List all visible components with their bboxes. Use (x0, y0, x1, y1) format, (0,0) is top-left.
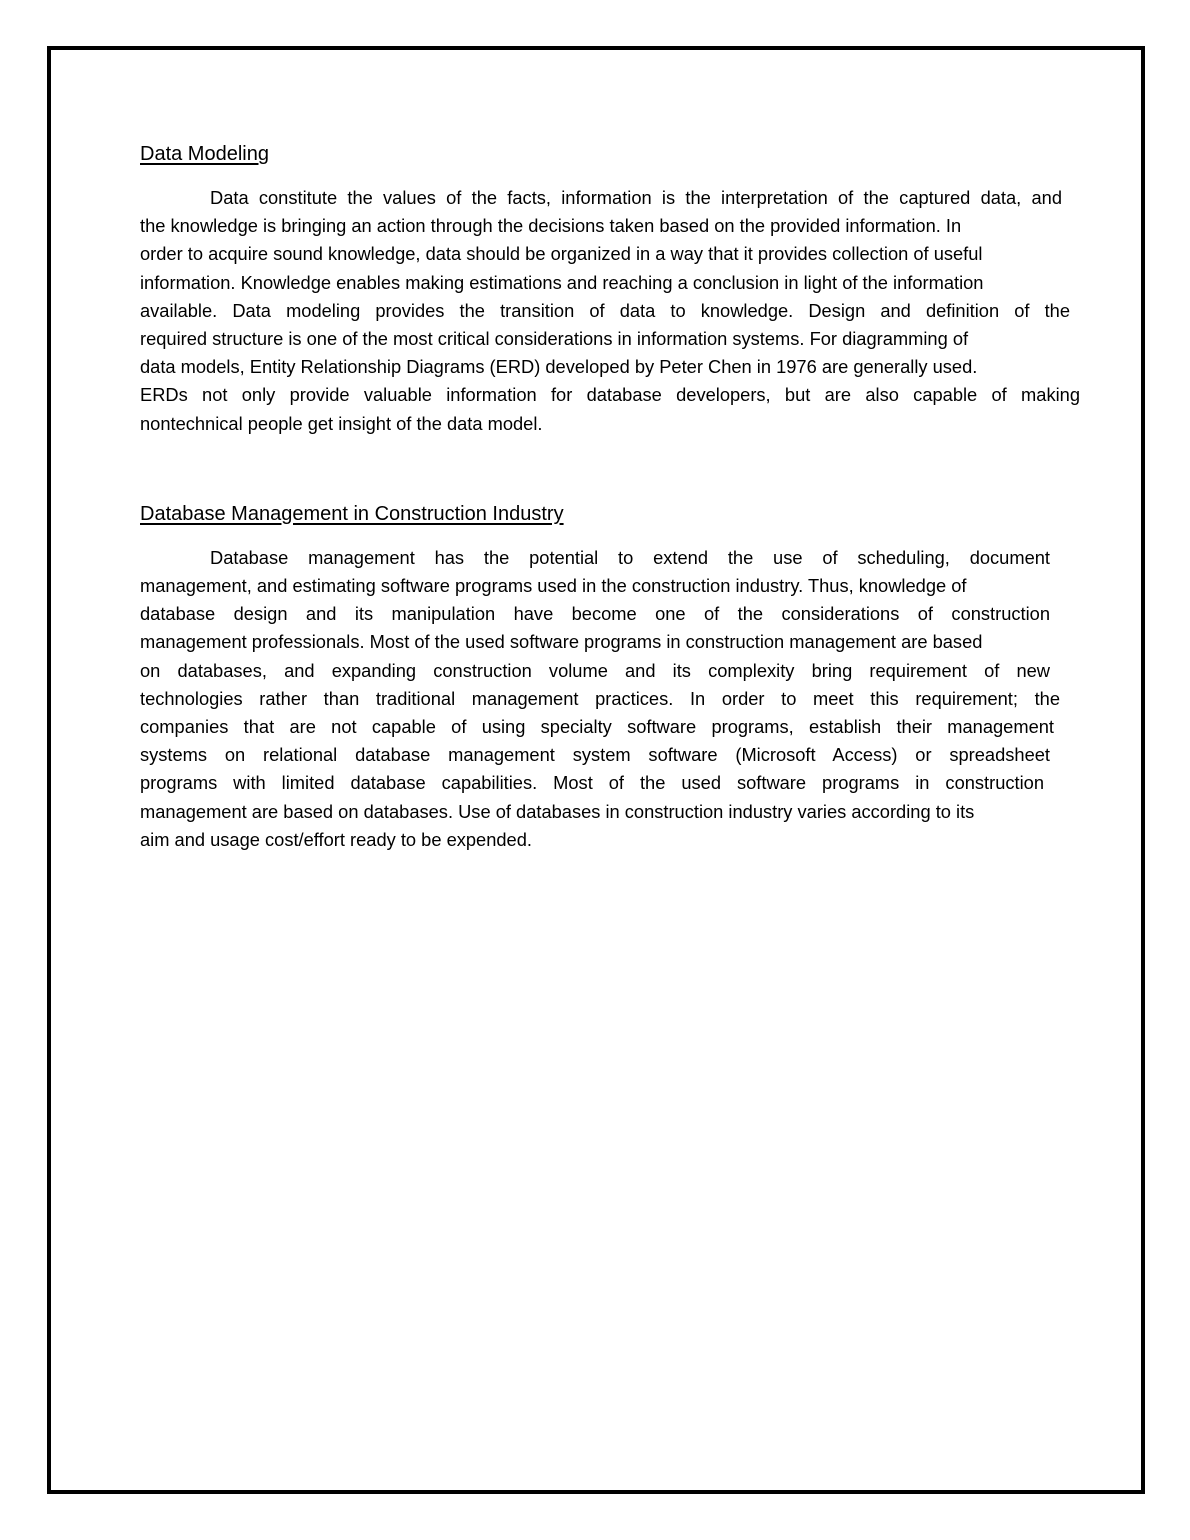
paragraph-line: aim and usage cost/effort ready to be expended. (140, 828, 532, 850)
paragraph-line: nontechnical people get insight of the data model. (140, 412, 543, 434)
section-heading: Data Modeling (140, 143, 269, 165)
document-body (140, 140, 1082, 854)
paragraph-line: management are based on databases. Use of databases in construction industry varies according to its (140, 800, 975, 822)
paragraph-line: programs with limited database capabilities. Most of the used software programs in construction (140, 772, 1044, 794)
paragraph-line: companies that are not capable of using specialty software programs, establish their management (140, 716, 1054, 738)
paragraph-line: the knowledge is bringing an action through the decisions taken based on the provided information. In (140, 215, 962, 237)
section-data-modeling (140, 140, 1082, 438)
paragraph-line: Data constitute the values of the facts, information is the interpretation of the captured data, and (210, 187, 1062, 208)
paragraph-line: management, and estimating software programs used in the construction industry. Thus, knowledge of (140, 575, 967, 597)
section-paragraph (140, 184, 1080, 438)
section-heading: Database Management in Construction Industry (140, 502, 564, 525)
section-paragraph (140, 544, 1060, 854)
paragraph-line: required structure is one of the most critical considerations in information systems. For diagramming of (140, 328, 969, 350)
paragraph-line: order to acquire sound knowledge, data should be organized in a way that it provides collection of useful (140, 243, 983, 265)
paragraph-line: available. Data modeling provides the transition of data to knowledge. Design and definition of the (140, 299, 1070, 321)
paragraph-line: data models, Entity Relationship Diagrams (ERD) developed by Peter Chen in 1976 are generally used. (140, 356, 978, 378)
section-database-management (140, 500, 1082, 854)
paragraph-line: systems on relational database management system software (Microsoft Access) or spreadsheet (140, 744, 1050, 766)
paragraph-line: management professionals. Most of the used software programs in construction management are based (140, 631, 983, 653)
paragraph-line: database design and its manipulation have become one of the considerations of construction (140, 603, 1050, 625)
paragraph-line: Database management has the potential to extend the use of scheduling, document (210, 546, 1050, 568)
paragraph-line: technologies rather than traditional management practices. In order to meet this requirement; the (140, 687, 1060, 709)
paragraph-line: information. Knowledge enables making estimations and reaching a conclusion in light of the information (140, 271, 984, 293)
paragraph-line: ERDs not only provide valuable information for database developers, but are also capable of making (140, 384, 1080, 406)
paragraph-line: on databases, and expanding construction volume and its complexity bring requirement of new (140, 659, 1050, 681)
